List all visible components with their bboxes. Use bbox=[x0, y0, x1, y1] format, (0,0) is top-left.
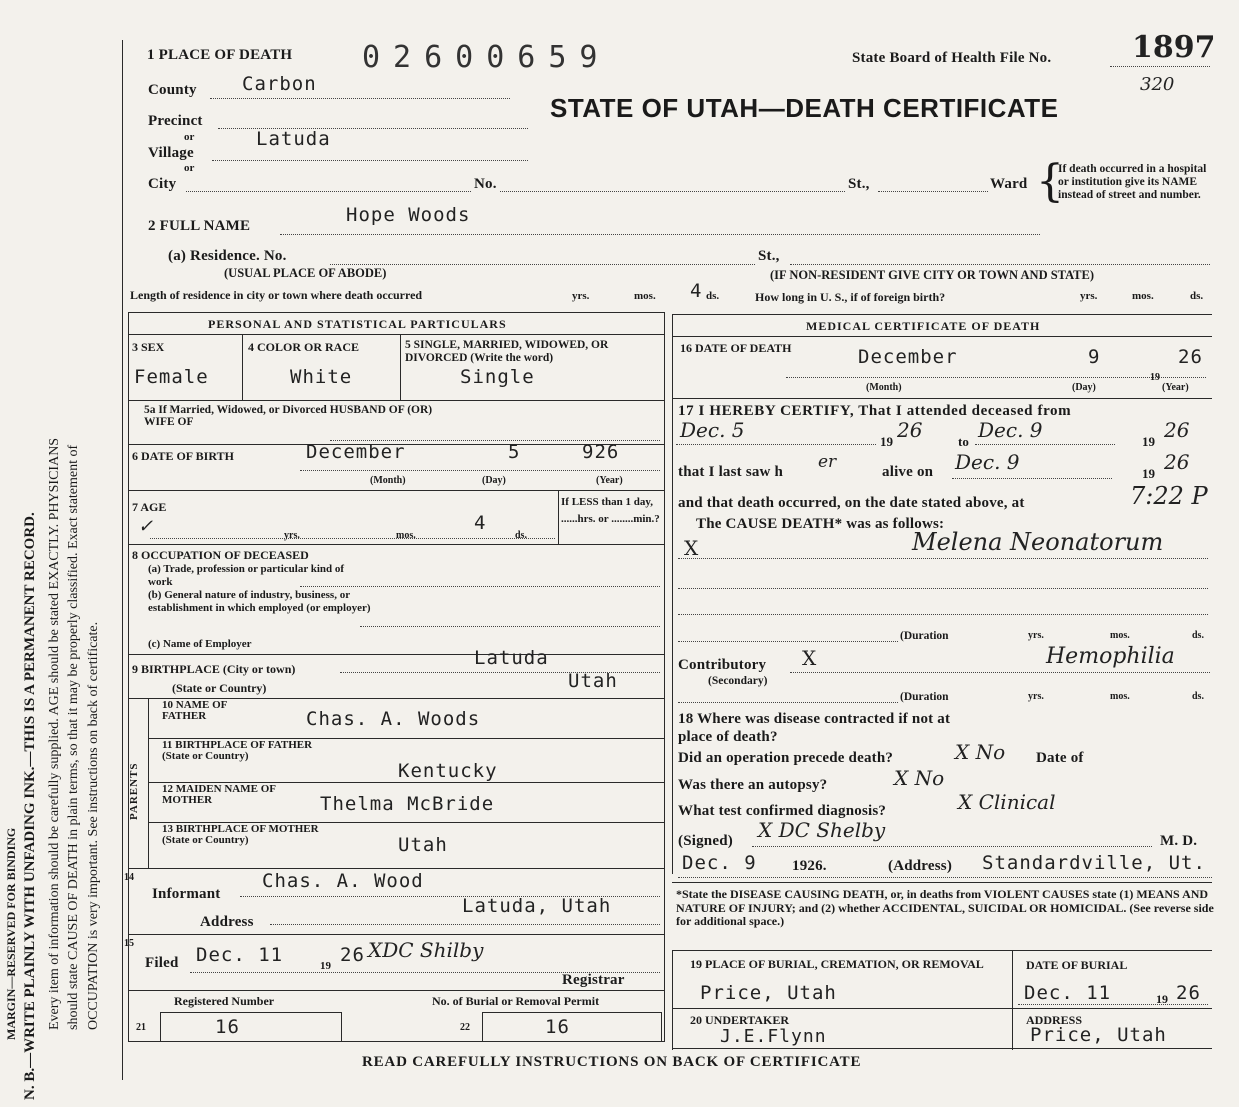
undertaker-address: Price, Utah bbox=[1030, 1024, 1167, 1046]
alive-on-year: 26 bbox=[1164, 450, 1190, 474]
filed-date: Dec. 11 bbox=[196, 944, 284, 966]
alive-on-label: alive on bbox=[882, 464, 934, 480]
city-label: City bbox=[148, 176, 177, 192]
father-birthplace-label: 11 BIRTHPLACE OF FATHER (State or Country) bbox=[162, 739, 313, 762]
city-st-label: St., bbox=[848, 176, 870, 192]
spouse-label: 5a If Married, Widowed, or Divorced HUSBAND OF (OR) WIFE OF bbox=[144, 404, 433, 428]
birthplace-state-label: (State or Country) bbox=[172, 681, 267, 695]
length-residence-label: Length of residence in city or town where death occurred bbox=[130, 288, 423, 302]
dob-year: 926 bbox=[582, 441, 620, 463]
county-value: Carbon bbox=[242, 73, 317, 95]
registrar-signature: XDC Shilby bbox=[368, 938, 484, 962]
registered-number-label: Registered Number bbox=[174, 994, 275, 1008]
state-file-number: 1897 bbox=[1132, 30, 1216, 65]
ward-label: Ward bbox=[990, 176, 1028, 192]
form-left-border bbox=[122, 40, 123, 1080]
precinct-label: Precinct bbox=[148, 113, 203, 129]
serial-number: 02600659 bbox=[362, 40, 611, 75]
burial-place: Price, Utah bbox=[700, 982, 837, 1004]
informant-address: Latuda, Utah bbox=[462, 895, 612, 917]
dob-label: 6 DATE OF BIRTH bbox=[132, 449, 234, 463]
contributory-label: Contributory bbox=[678, 657, 767, 673]
state-file-label: State Board of Health File No. bbox=[852, 50, 1052, 66]
county-label: County bbox=[148, 82, 197, 98]
footer-instructions: READ CAREFULLY INSTRUCTIONS ON BACK OF CERTIFICATE bbox=[362, 1054, 862, 1070]
marital-value: Single bbox=[460, 366, 535, 388]
occupation-label: 8 OCCUPATION OF DECEASED bbox=[132, 548, 309, 562]
death-day: 9 bbox=[1088, 346, 1101, 368]
burial-permit-label: No. of Burial or Removal Permit bbox=[432, 994, 600, 1008]
occupation-a-label: (a) Trade, profession or particular kind of work bbox=[148, 563, 345, 588]
secondary-file-number: 320 bbox=[1140, 74, 1175, 95]
village-value: Latuda bbox=[256, 128, 331, 150]
attended-from-year: 26 bbox=[897, 418, 923, 442]
father-name-label: 10 NAME OF FATHER bbox=[162, 699, 227, 722]
occupation-b-label: (b) General nature of industry, business, or establishment in which employed (or employer) bbox=[148, 589, 371, 614]
operation-label: Did an operation precede death? bbox=[678, 750, 894, 766]
color-value: White bbox=[290, 366, 353, 388]
age-checkmark: ✓ bbox=[138, 516, 154, 537]
age-less-than-label: If LESS than 1 day, ......hrs. or ........min.? bbox=[561, 496, 660, 525]
signed-date: Dec. 9 bbox=[682, 852, 757, 874]
full-name-value: Hope Woods bbox=[346, 204, 471, 226]
nonresident-note: (IF NON-RESIDENT GIVE CITY OR TOWN AND STATE) bbox=[770, 268, 1095, 282]
burial-year: 26 bbox=[1176, 982, 1201, 1004]
father-name: Chas. A. Woods bbox=[306, 708, 481, 730]
medical-footnote: *State the DISEASE CAUSING DEATH, or, in deaths from VIOLENT CAUSES state (1) MEANS AND NATURE OF INJURY; and (2) whether ACCIDENTAL, SUICIDAL OR HOMICIDAL. (See reverse side for additional space.) bbox=[676, 887, 1214, 928]
alive-on-date: Dec. 9 bbox=[955, 450, 1020, 474]
test-answer: X Clinical bbox=[958, 790, 1056, 814]
cause-of-death: Melena Neonatorum bbox=[912, 528, 1164, 556]
mother-birthplace-label: 13 BIRTHPLACE OF MOTHER (State or Country) bbox=[162, 823, 319, 846]
contributory-cause: Hemophilia bbox=[1046, 644, 1175, 669]
marital-label: 5 SINGLE, MARRIED, WIDOWED, OR DIVORCED (Write the word) bbox=[405, 339, 609, 364]
medical-header: MEDICAL CERTIFICATE OF DEATH bbox=[806, 319, 1041, 333]
attended-to-date: Dec. 9 bbox=[978, 418, 1043, 442]
operation-answer: X No bbox=[955, 740, 1006, 764]
place-of-death-label: 1 PLACE OF DEATH bbox=[147, 47, 293, 63]
mother-birthplace: Utah bbox=[398, 834, 448, 856]
residence-st-label: St., bbox=[758, 248, 780, 264]
physician-signature: X DC Shelby bbox=[758, 818, 886, 842]
signed-label: (Signed) bbox=[678, 833, 733, 849]
margin-binding-note: MARGIN—RESERVED FOR BINDING bbox=[4, 827, 18, 1040]
cause-label: The CAUSE DEATH* was as follows: bbox=[696, 516, 945, 532]
age-label: 7 AGE bbox=[132, 500, 167, 514]
last-saw-label: that I last saw h bbox=[678, 464, 784, 480]
hospital-note: If death occurred in a hospital or institution give its NAME instead of street and number. bbox=[1058, 163, 1207, 201]
test-label: What test confirmed diagnosis? bbox=[678, 803, 887, 819]
burial-permit-number: 16 bbox=[545, 1016, 570, 1038]
birthplace-state: Utah bbox=[568, 670, 618, 692]
full-name-label: 2 FULL NAME bbox=[148, 218, 251, 234]
mother-maiden-name: Thelma McBride bbox=[320, 793, 495, 815]
margin-instruction-2: should state CAUSE OF DEATH in plain terms, so that it may be properly classified. Exact statement of bbox=[66, 444, 81, 1030]
margin-instruction-1: Every item of information should be carefully supplied. AGE should be stated EXACTLY. PHYSICIANS bbox=[47, 437, 62, 1030]
certify-statement: 17 I HEREBY CERTIFY, That I attended deceased from bbox=[678, 403, 1072, 419]
city-no-label: No. bbox=[474, 176, 497, 192]
registered-number: 16 bbox=[215, 1016, 240, 1038]
undertaker-address-label: ADDRESS bbox=[1026, 1013, 1083, 1027]
attended-to-year: 26 bbox=[1164, 418, 1190, 442]
dob-month: December bbox=[306, 441, 406, 463]
father-birthplace: Kentucky bbox=[398, 760, 498, 782]
margin-instruction-3: OCCUPATION is very important. See instructions on back of certificate. bbox=[86, 621, 101, 1030]
attended-from-date: Dec. 5 bbox=[680, 418, 745, 442]
sex-label: 3 SEX bbox=[132, 340, 165, 354]
sex-value: Female bbox=[134, 366, 209, 388]
death-occurred-label: and that death occurred, on the date stated above, at bbox=[678, 495, 1025, 511]
informant-name: Chas. A. Wood bbox=[262, 870, 424, 892]
certificate-title: STATE OF UTAH—DEATH CERTIFICATE bbox=[550, 93, 1059, 123]
birthplace-city: Latuda bbox=[474, 647, 549, 669]
autopsy-label: Was there an autopsy? bbox=[678, 777, 828, 793]
margin-write-plainly: N. B.—WRITE PLAINLY WITH UNFADING INK.—THIS IS A PERMANENT RECORD. bbox=[22, 512, 38, 1100]
undertaker-label: 20 UNDERTAKER bbox=[690, 1013, 790, 1027]
time-of-death: 7:22 P bbox=[1130, 482, 1208, 510]
abode-note: (USUAL PLACE OF ABODE) bbox=[224, 266, 387, 280]
informant-label: Informant bbox=[152, 886, 221, 902]
autopsy-answer: X No bbox=[894, 766, 945, 790]
age-days: 4 bbox=[474, 512, 487, 534]
burial-date-label: DATE OF BURIAL bbox=[1026, 958, 1128, 972]
date-of-death-label: 16 DATE OF DEATH bbox=[680, 341, 792, 355]
registrar-label: Registrar bbox=[562, 972, 625, 988]
personal-header: PERSONAL AND STATISTICAL PARTICULARS bbox=[208, 317, 507, 331]
employer-label: (c) Name of Employer bbox=[148, 638, 252, 650]
color-label: 4 COLOR OR RACE bbox=[248, 340, 360, 354]
burial-date: Dec. 11 bbox=[1024, 982, 1112, 1004]
physician-address: Standardville, Ut. bbox=[982, 852, 1206, 874]
where-contracted-label: 18 Where was disease contracted if not at place of death? bbox=[678, 711, 951, 745]
dob-day: 5 bbox=[508, 441, 521, 463]
residence-days: 4 bbox=[690, 280, 703, 302]
undertaker-name: J.E.Flynn bbox=[720, 1026, 827, 1047]
residence-label: (a) Residence. No. bbox=[168, 248, 287, 264]
burial-place-label: 19 PLACE OF BURIAL, CREMATION, OR REMOVAL bbox=[690, 957, 984, 971]
mother-name-label: 12 MAIDEN NAME OF MOTHER bbox=[162, 783, 276, 806]
informant-address-label: Address bbox=[200, 914, 254, 930]
death-month: December bbox=[858, 346, 958, 368]
parents-label: PARENTS bbox=[128, 762, 140, 820]
filed-label: Filed bbox=[145, 955, 179, 971]
village-label: Village bbox=[148, 145, 194, 161]
us-duration-label: How long in U. S., if of foreign birth? bbox=[755, 290, 946, 304]
filed-year: 26 bbox=[340, 944, 365, 966]
death-year: 26 bbox=[1178, 346, 1203, 368]
birthplace-label: 9 BIRTHPLACE (City or town) bbox=[132, 662, 296, 676]
